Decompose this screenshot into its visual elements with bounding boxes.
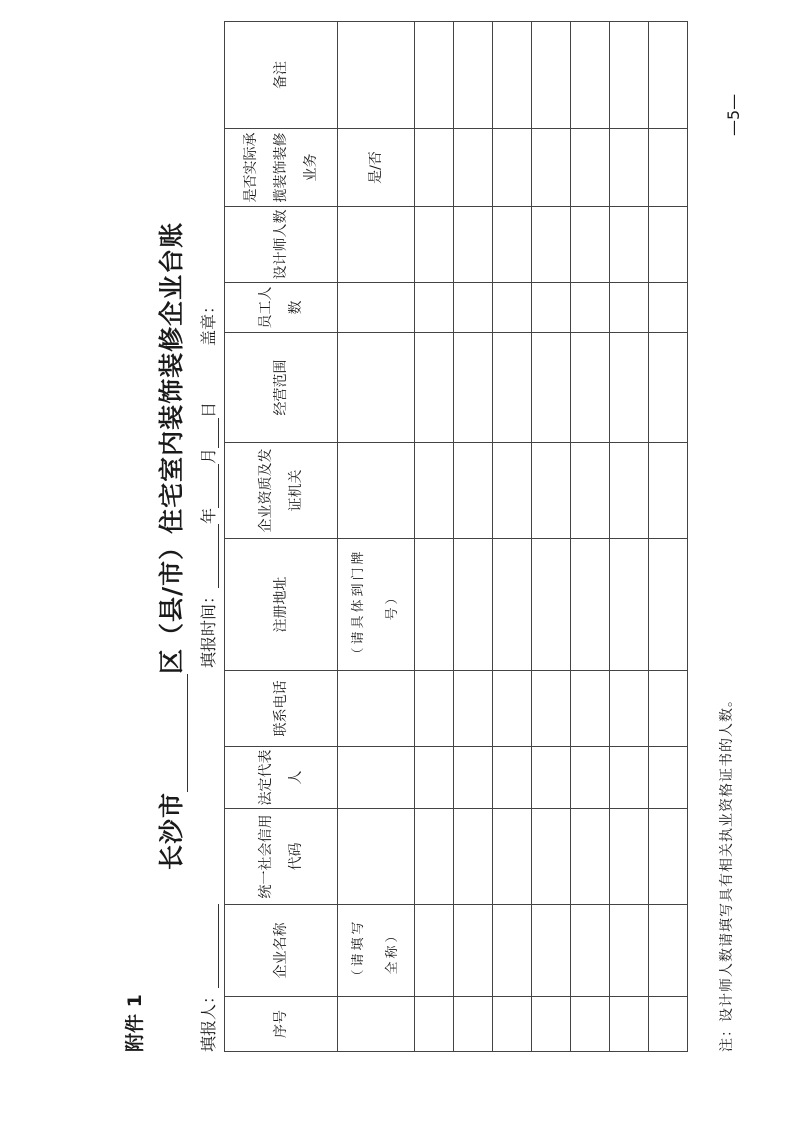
table-cell bbox=[571, 539, 610, 671]
enterprise-ledger-table bbox=[224, 21, 688, 1052]
table-cell bbox=[610, 905, 649, 997]
table-cell bbox=[415, 539, 454, 671]
table-cell bbox=[571, 283, 610, 333]
table-cell bbox=[571, 671, 610, 747]
table-cell bbox=[571, 997, 610, 1052]
table-cell bbox=[571, 22, 610, 129]
table-cell bbox=[610, 809, 649, 905]
actual-business-hint: 是/否 bbox=[368, 151, 384, 184]
table-row bbox=[610, 22, 649, 1052]
table-cell bbox=[493, 443, 532, 539]
table-row bbox=[415, 22, 454, 1052]
table-cell bbox=[571, 207, 610, 283]
table-cell bbox=[454, 539, 493, 671]
table-cell bbox=[571, 129, 610, 207]
name-hint: （请填写全称） bbox=[351, 918, 400, 983]
table-row bbox=[532, 22, 571, 1052]
day-blank bbox=[200, 418, 219, 448]
table-cell bbox=[649, 129, 688, 207]
header-cell: 统一社会信用代码 bbox=[225, 809, 338, 905]
footnote: 注：设计师人数请填写具有相关执业资格证书的人数。 bbox=[719, 692, 735, 1052]
table-cell bbox=[532, 22, 571, 129]
header-cell: 企业名称 bbox=[225, 905, 338, 997]
table-cell bbox=[649, 539, 688, 671]
reporter-blank bbox=[200, 904, 219, 988]
table-cell bbox=[415, 207, 454, 283]
table-cell bbox=[415, 747, 454, 809]
table-row bbox=[493, 22, 532, 1052]
table-cell bbox=[571, 333, 610, 443]
table-cell bbox=[454, 671, 493, 747]
page-title bbox=[152, 222, 188, 870]
table-cell bbox=[571, 809, 610, 905]
year-label: 年 bbox=[199, 507, 218, 524]
attachment-label: 附件 1 bbox=[124, 994, 146, 1052]
table-cell bbox=[415, 333, 454, 443]
table-cell bbox=[415, 905, 454, 997]
table-cell bbox=[338, 905, 415, 997]
table-cell bbox=[649, 997, 688, 1052]
table-cell bbox=[532, 207, 571, 283]
table-cell bbox=[532, 809, 571, 905]
table-cell bbox=[571, 747, 610, 809]
header-cell: 备注 bbox=[225, 22, 338, 129]
table-cell bbox=[532, 129, 571, 207]
table-cell bbox=[493, 129, 532, 207]
header-cell: 设计师人数 bbox=[225, 207, 338, 283]
header-cell: 注册地址 bbox=[225, 539, 338, 671]
table-cell bbox=[532, 443, 571, 539]
seal-field bbox=[196, 298, 219, 346]
table-cell bbox=[532, 333, 571, 443]
header-cell: 序号 bbox=[225, 997, 338, 1052]
title-city: 长沙市 bbox=[157, 791, 186, 870]
table-cell bbox=[415, 129, 454, 207]
table-cell bbox=[415, 283, 454, 333]
seal-label: 盖章： bbox=[199, 297, 218, 346]
empty-rows bbox=[415, 22, 688, 1052]
table-cell bbox=[493, 333, 532, 443]
table-cell bbox=[454, 747, 493, 809]
table-cell bbox=[649, 333, 688, 443]
table-cell bbox=[454, 443, 493, 539]
table-cell bbox=[338, 22, 415, 129]
table-cell bbox=[338, 809, 415, 905]
table-cell bbox=[415, 809, 454, 905]
table-cell bbox=[415, 22, 454, 129]
table-cell bbox=[415, 671, 454, 747]
table-row bbox=[649, 22, 688, 1052]
table-cell bbox=[649, 809, 688, 905]
reporter-field bbox=[196, 904, 219, 1052]
table-cell bbox=[610, 747, 649, 809]
table-cell bbox=[532, 905, 571, 997]
hint-row bbox=[338, 22, 415, 1052]
table-cell bbox=[454, 809, 493, 905]
table-cell bbox=[610, 539, 649, 671]
table-cell bbox=[649, 443, 688, 539]
table-cell bbox=[532, 747, 571, 809]
year-blank bbox=[200, 524, 219, 588]
table-cell bbox=[610, 129, 649, 207]
table-cell bbox=[415, 443, 454, 539]
table-cell bbox=[338, 333, 415, 443]
header-cell: 经营范围 bbox=[225, 333, 338, 443]
header-cell: 员工人数 bbox=[225, 283, 338, 333]
table-cell bbox=[338, 747, 415, 809]
month-label: 月 bbox=[199, 447, 218, 464]
table-cell bbox=[493, 997, 532, 1052]
table-cell bbox=[532, 539, 571, 671]
table-cell bbox=[610, 333, 649, 443]
table-cell bbox=[454, 207, 493, 283]
table-cell bbox=[532, 671, 571, 747]
title-suffix: 区（县/市）住宅室内装饰装修企业台账 bbox=[157, 221, 186, 674]
table-cell bbox=[610, 671, 649, 747]
table-cell bbox=[493, 539, 532, 671]
table-row bbox=[454, 22, 493, 1052]
header-cell: 是否实际承揽装饰装修业务 bbox=[225, 129, 338, 207]
report-time-field bbox=[196, 402, 219, 668]
table-cell bbox=[610, 283, 649, 333]
table-cell bbox=[571, 905, 610, 997]
day-label: 日 bbox=[199, 401, 218, 418]
month-blank bbox=[200, 464, 219, 508]
table-cell bbox=[454, 997, 493, 1052]
address-hint: （请具体到门牌号） bbox=[351, 548, 400, 661]
table-cell bbox=[493, 283, 532, 333]
table-cell bbox=[649, 283, 688, 333]
table-cell bbox=[338, 207, 415, 283]
time-label: 填报时间： bbox=[199, 587, 218, 668]
table-cell bbox=[338, 997, 415, 1052]
table-cell bbox=[649, 671, 688, 747]
page-number: —5— bbox=[724, 93, 743, 136]
table-cell bbox=[493, 747, 532, 809]
table-cell bbox=[454, 22, 493, 129]
table-cell bbox=[493, 207, 532, 283]
header-cell: 联系电话 bbox=[225, 671, 338, 747]
title-district-blank bbox=[169, 674, 188, 792]
table-cell bbox=[493, 809, 532, 905]
table-cell bbox=[454, 905, 493, 997]
table-row bbox=[571, 22, 610, 1052]
table-cell bbox=[338, 129, 415, 207]
table-cell bbox=[610, 207, 649, 283]
table-cell bbox=[532, 283, 571, 333]
table-cell bbox=[649, 22, 688, 129]
header-cell: 企业资质及发证机关 bbox=[225, 443, 338, 539]
table-cell bbox=[338, 283, 415, 333]
table-cell bbox=[532, 997, 571, 1052]
table-cell bbox=[454, 283, 493, 333]
table-cell bbox=[454, 129, 493, 207]
table-cell bbox=[338, 671, 415, 747]
table-cell bbox=[610, 997, 649, 1052]
table-cell bbox=[493, 22, 532, 129]
table-cell bbox=[493, 671, 532, 747]
table-cell bbox=[649, 905, 688, 997]
table-cell bbox=[454, 333, 493, 443]
table-cell bbox=[338, 539, 415, 671]
reporter-label: 填报人： bbox=[199, 987, 218, 1052]
table-cell bbox=[338, 443, 415, 539]
table-cell bbox=[415, 997, 454, 1052]
table-cell bbox=[610, 22, 649, 129]
table-cell bbox=[493, 905, 532, 997]
table-cell bbox=[649, 207, 688, 283]
table-cell bbox=[610, 443, 649, 539]
table-cell bbox=[649, 747, 688, 809]
table-header-row bbox=[225, 22, 338, 1052]
header-cell: 法定代表人 bbox=[225, 747, 338, 809]
table-cell bbox=[571, 443, 610, 539]
